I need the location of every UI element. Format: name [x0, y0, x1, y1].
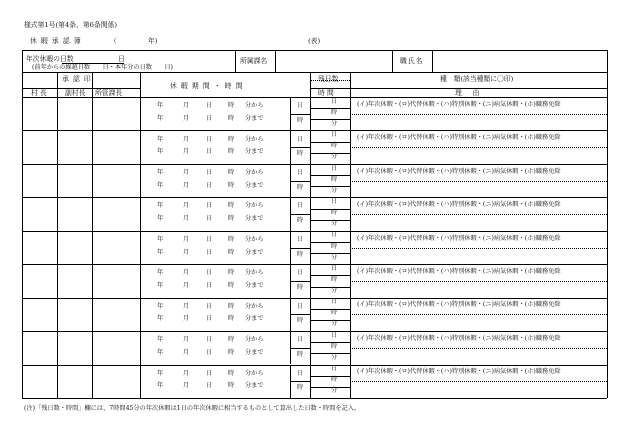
department-label: 所属課名: [240, 57, 268, 65]
remaining-divider: [310, 387, 350, 388]
period-to-label: 時: [228, 248, 235, 256]
period-to-label: 月: [183, 348, 190, 356]
time-cell-divider: [290, 365, 291, 398]
period-to-label: 分まで: [245, 148, 264, 156]
row-divider: [22, 298, 607, 299]
period-day-label: 日: [297, 369, 304, 377]
time-label: 時 間: [318, 89, 334, 97]
time-cell-divider: [290, 130, 291, 163]
remaining-minute-label: 分: [331, 153, 338, 161]
period-from-label: 年: [157, 235, 164, 243]
period-from-label: 分から: [245, 202, 264, 210]
period-from-label: 月: [183, 302, 190, 310]
period-day-label: 日: [297, 168, 304, 176]
period-from-label: 分から: [245, 369, 264, 377]
period-day-label: 日: [297, 269, 304, 277]
remaining-hour-label: 時: [331, 242, 338, 250]
reason-dotted-line: [350, 248, 607, 249]
period-to-label: 時: [228, 315, 235, 323]
period-from-label: 年: [157, 336, 164, 344]
remaining-hour-label: 時: [331, 342, 338, 350]
period-hour-label: 時: [297, 284, 304, 291]
leave-types-text: (イ)年次休暇・(ロ)代替休暇・(ハ)特別休暇・(ニ)病気休暇・(ホ)職務免除: [357, 134, 561, 142]
time-cell-divider: [290, 197, 291, 230]
remaining-divider: [310, 320, 350, 321]
leave-types-text: (イ)年次休暇・(ロ)代替休暇・(ハ)特別休暇・(ニ)病気休暇・(ホ)職務免除: [357, 301, 561, 309]
remaining-divider: [310, 287, 350, 288]
time-cell-divider: [290, 298, 291, 331]
period-from-label: 分から: [245, 336, 264, 344]
row-divider: [22, 331, 607, 332]
period-to-label: 年: [157, 382, 164, 390]
row-divider: [22, 130, 607, 131]
period-to-label: 月: [183, 382, 190, 390]
period-to-label: 月: [183, 315, 190, 323]
remaining-divider: [310, 209, 350, 210]
period-from-label: 年: [157, 102, 164, 109]
remaining-day-label: 日: [331, 264, 338, 272]
remaining-minute-label: 分: [331, 119, 338, 127]
period-from-label: 月: [183, 135, 190, 143]
period-from-label: 分から: [245, 102, 264, 109]
period-time-divider: [290, 114, 310, 115]
remaining-day-label: 日: [331, 298, 338, 306]
remaining-divider: [310, 309, 350, 310]
period-to-label: 日: [206, 114, 213, 122]
period-to-label: 時: [228, 348, 235, 356]
remaining-minute-label: 分: [331, 287, 338, 294]
period-from-label: 分から: [245, 168, 264, 176]
remaining-hour-label: 時: [331, 275, 338, 283]
leave-types-text: (イ)年次休暇・(ロ)代替休暇・(ハ)特別休暇・(ニ)病気休暇・(ホ)職務免除: [357, 201, 561, 208]
carryover-note: (前年からの繰越日数 日・本年分の日数 日): [32, 64, 173, 71]
period-to-label: 日: [206, 181, 213, 189]
period-to-label: 時: [228, 282, 235, 289]
period-time-divider: [290, 348, 310, 349]
period-to-label: 年: [157, 282, 164, 289]
row-divider: [22, 197, 607, 198]
period-from-label: 年: [157, 135, 164, 143]
period-to-label: 分まで: [245, 248, 264, 256]
period-from-label: 月: [183, 269, 190, 277]
row-divider: [22, 164, 607, 165]
period-to-label: 日: [206, 348, 213, 356]
period-day-label: 日: [297, 302, 304, 310]
form-number: 様式第1号(第4条、第6条関係): [24, 21, 118, 29]
period-from-label: 時: [228, 168, 235, 176]
remaining-days-label: 残日数: [318, 75, 339, 83]
time-cell-divider: [290, 164, 291, 197]
period-day-label: 日: [297, 135, 304, 143]
period-from-label: 年: [157, 269, 164, 277]
remaining-minute-label: 分: [331, 320, 338, 328]
period-to-label: 年: [157, 248, 164, 256]
period-from-label: 月: [183, 336, 190, 344]
annual-leave-day-unit: 日: [118, 55, 125, 63]
period-from-label: 日: [206, 102, 213, 109]
period-day-label: 日: [297, 336, 304, 344]
type-label: 種 類(該当種類に〇印): [440, 75, 514, 83]
time-cell-divider: [290, 264, 291, 297]
remaining-hour-label: 時: [331, 376, 338, 384]
period-hour-label: 時: [297, 350, 304, 358]
period-to-label: 時: [228, 148, 235, 156]
period-from-label: 日: [206, 269, 213, 277]
remaining-day-label: 日: [331, 97, 338, 105]
period-time-divider: [290, 214, 310, 215]
period-to-label: 年: [157, 315, 164, 323]
period-to-label: 分まで: [245, 114, 264, 122]
period-to-label: 分まで: [245, 181, 264, 189]
period-to-label: 日: [206, 282, 213, 289]
period-to-label: 日: [206, 148, 213, 156]
period-to-label: 年: [157, 114, 164, 122]
reason-dotted-line: [350, 181, 607, 182]
year-label: 年): [148, 37, 158, 45]
remaining-hour-label: 時: [331, 175, 338, 183]
period-from-label: 年: [157, 202, 164, 210]
period-from-label: 時: [228, 202, 235, 210]
period-from-label: 年: [157, 168, 164, 176]
reason-dotted-line: [350, 314, 607, 315]
remaining-divider: [310, 119, 350, 120]
period-to-label: 分まで: [245, 315, 264, 323]
period-from-label: 時: [228, 302, 235, 310]
period-to-label: 分まで: [245, 382, 264, 390]
remaining-day-label: 日: [331, 198, 338, 205]
period-time-divider: [290, 381, 310, 382]
period-from-label: 時: [228, 269, 235, 277]
remaining-divider: [310, 253, 350, 254]
period-from-label: 月: [183, 102, 190, 109]
period-from-label: 日: [206, 302, 213, 310]
period-from-label: 時: [228, 235, 235, 243]
remaining-day-label: 日: [331, 231, 338, 239]
period-from-label: 月: [183, 202, 190, 210]
period-to-label: 日: [206, 215, 213, 223]
period-hour-label: 時: [297, 183, 304, 191]
remaining-day-label: 日: [331, 131, 338, 139]
reason-dotted-line: [350, 348, 607, 349]
page-title: 休 暇 承 認 簿: [30, 37, 82, 45]
period-time-divider: [290, 147, 310, 148]
period-to-label: 月: [183, 248, 190, 256]
period-from-label: 時: [228, 102, 235, 109]
remaining-divider: [310, 175, 350, 176]
period-hour-label: 時: [297, 116, 304, 124]
leave-types-text: (イ)年次休暇・(ロ)代替休暇・(ハ)特別休暇・(ニ)病気休暇・(ホ)職務免除: [357, 100, 561, 108]
remaining-divider: [310, 376, 350, 377]
period-to-label: 月: [183, 215, 190, 223]
reason-dotted-line: [350, 114, 607, 115]
remaining-minute-label: 分: [331, 220, 338, 228]
period-to-label: 年: [157, 215, 164, 223]
approval-stamp-label: 承 認 印: [62, 75, 92, 83]
remaining-day-label: 日: [331, 164, 338, 172]
period-day-label: 日: [297, 202, 304, 210]
remaining-divider: [310, 342, 350, 343]
period-to-label: 月: [183, 181, 190, 189]
time-cell-divider: [290, 331, 291, 364]
period-from-label: 日: [206, 235, 213, 243]
period-from-label: 日: [206, 202, 213, 210]
leave-types-text: (イ)年次休暇・(ロ)代替休暇・(ハ)特別休暇・(ニ)病気休暇・(ホ)職務免除: [357, 334, 561, 342]
row-divider: [22, 264, 607, 265]
period-hour-label: 時: [297, 217, 304, 225]
period-to-label: 月: [183, 282, 190, 289]
period-hour-label: 時: [297, 250, 304, 258]
period-day-label: 日: [297, 102, 304, 109]
reason-dotted-line: [350, 281, 607, 282]
period-to-label: 時: [228, 114, 235, 122]
remaining-minute-label: 分: [331, 186, 338, 194]
period-to-label: 分まで: [245, 348, 264, 356]
leave-types-text: (イ)年次休暇・(ロ)代替休暇・(ハ)特別休暇・(ニ)病気休暇・(ホ)職務免除: [357, 167, 561, 175]
period-to-label: 分まで: [245, 215, 264, 223]
remaining-divider: [310, 153, 350, 154]
reason-dotted-line: [350, 147, 607, 148]
period-from-label: 分から: [245, 302, 264, 310]
year-open-paren: （: [110, 37, 117, 45]
reason-dotted-line: [350, 381, 607, 382]
remaining-hour-label: 時: [331, 142, 338, 150]
period-time-divider: [290, 314, 310, 315]
remaining-divider: [310, 275, 350, 276]
period-to-label: 時: [228, 382, 235, 390]
period-to-label: 日: [206, 382, 213, 390]
period-from-label: 日: [206, 336, 213, 344]
period-to-label: 年: [157, 348, 164, 356]
period-time-divider: [290, 281, 310, 282]
side-label: (表): [308, 37, 321, 45]
remaining-divider: [310, 142, 350, 143]
remaining-hour-label: 時: [331, 108, 338, 116]
period-to-label: 年: [157, 148, 164, 156]
remaining-day-label: 日: [331, 331, 338, 339]
deputy-head-label: 副村長: [65, 89, 86, 97]
period-to-label: 月: [183, 148, 190, 156]
reason-dotted-line: [350, 214, 607, 215]
remaining-minute-label: 分: [331, 253, 338, 261]
remaining-minute-label: 分: [331, 387, 338, 395]
remaining-divider: [310, 242, 350, 243]
period-from-label: 分から: [245, 235, 264, 243]
leave-types-text: (イ)年次休暇・(ロ)代替休暇・(ハ)特別休暇・(ニ)病気休暇・(ホ)職務免除: [357, 234, 561, 242]
period-from-label: 日: [206, 168, 213, 176]
period-to-label: 日: [206, 315, 213, 323]
remaining-hour-label: 時: [331, 209, 338, 216]
period-time-divider: [290, 248, 310, 249]
period-to-label: 日: [206, 248, 213, 256]
remaining-divider: [310, 108, 350, 109]
row-divider: [22, 365, 607, 366]
section-head-label: 所管課長: [95, 89, 123, 97]
period-from-label: 月: [183, 168, 190, 176]
period-from-label: 月: [183, 369, 190, 377]
period-to-label: 月: [183, 114, 190, 122]
remaining-divider: [310, 220, 350, 221]
period-time-divider: [290, 181, 310, 182]
period-from-label: 時: [228, 135, 235, 143]
reason-label: 理 由: [455, 89, 482, 97]
period-from-label: 年: [157, 369, 164, 377]
period-from-label: 分から: [245, 135, 264, 143]
period-from-label: 時: [228, 369, 235, 377]
period-to-label: 時: [228, 181, 235, 189]
period-from-label: 月: [183, 235, 190, 243]
village-head-label: 村 長: [31, 89, 47, 97]
remaining-day-label: 日: [331, 365, 338, 373]
period-hour-label: 時: [297, 317, 304, 325]
period-hour-label: 時: [297, 384, 304, 392]
period-hour-label: 時: [297, 150, 304, 158]
period-from-label: 時: [228, 336, 235, 344]
period-from-label: 年: [157, 302, 164, 310]
row-divider: [22, 231, 607, 232]
time-cell-divider: [290, 231, 291, 264]
period-from-label: 日: [206, 135, 213, 143]
footnote: (注)「残日数・時間」欄には、7時間45分の年次休暇は1日の年次休暇に相当するものとして算出した日数・時間を記入。: [24, 405, 361, 412]
period-from-label: 日: [206, 369, 213, 377]
remaining-hour-label: 時: [331, 309, 338, 317]
remaining-divider: [310, 353, 350, 354]
name-label: 職氏名: [400, 57, 424, 65]
time-cell-divider: [290, 97, 291, 130]
period-from-label: 分から: [245, 269, 264, 277]
period-label: 休 暇 期 間 ・ 時 間: [170, 82, 244, 90]
leave-types-text: (イ)年次休暇・(ロ)代替休暇・(ハ)特別休暇・(ニ)病気休暇・(ホ)職務免除: [357, 267, 561, 275]
remaining-minute-label: 分: [331, 353, 338, 361]
period-to-label: 時: [228, 215, 235, 223]
annual-leave-days-label: 年次休暇の日数: [26, 55, 74, 63]
leave-types-text: (イ)年次休暇・(ロ)代替休暇・(ハ)特別休暇・(ニ)病気休暇・(ホ)職務免除: [357, 368, 561, 376]
period-day-label: 日: [297, 235, 304, 243]
period-to-label: 年: [157, 181, 164, 189]
period-to-label: 分まで: [245, 282, 264, 289]
remaining-divider: [310, 186, 350, 187]
